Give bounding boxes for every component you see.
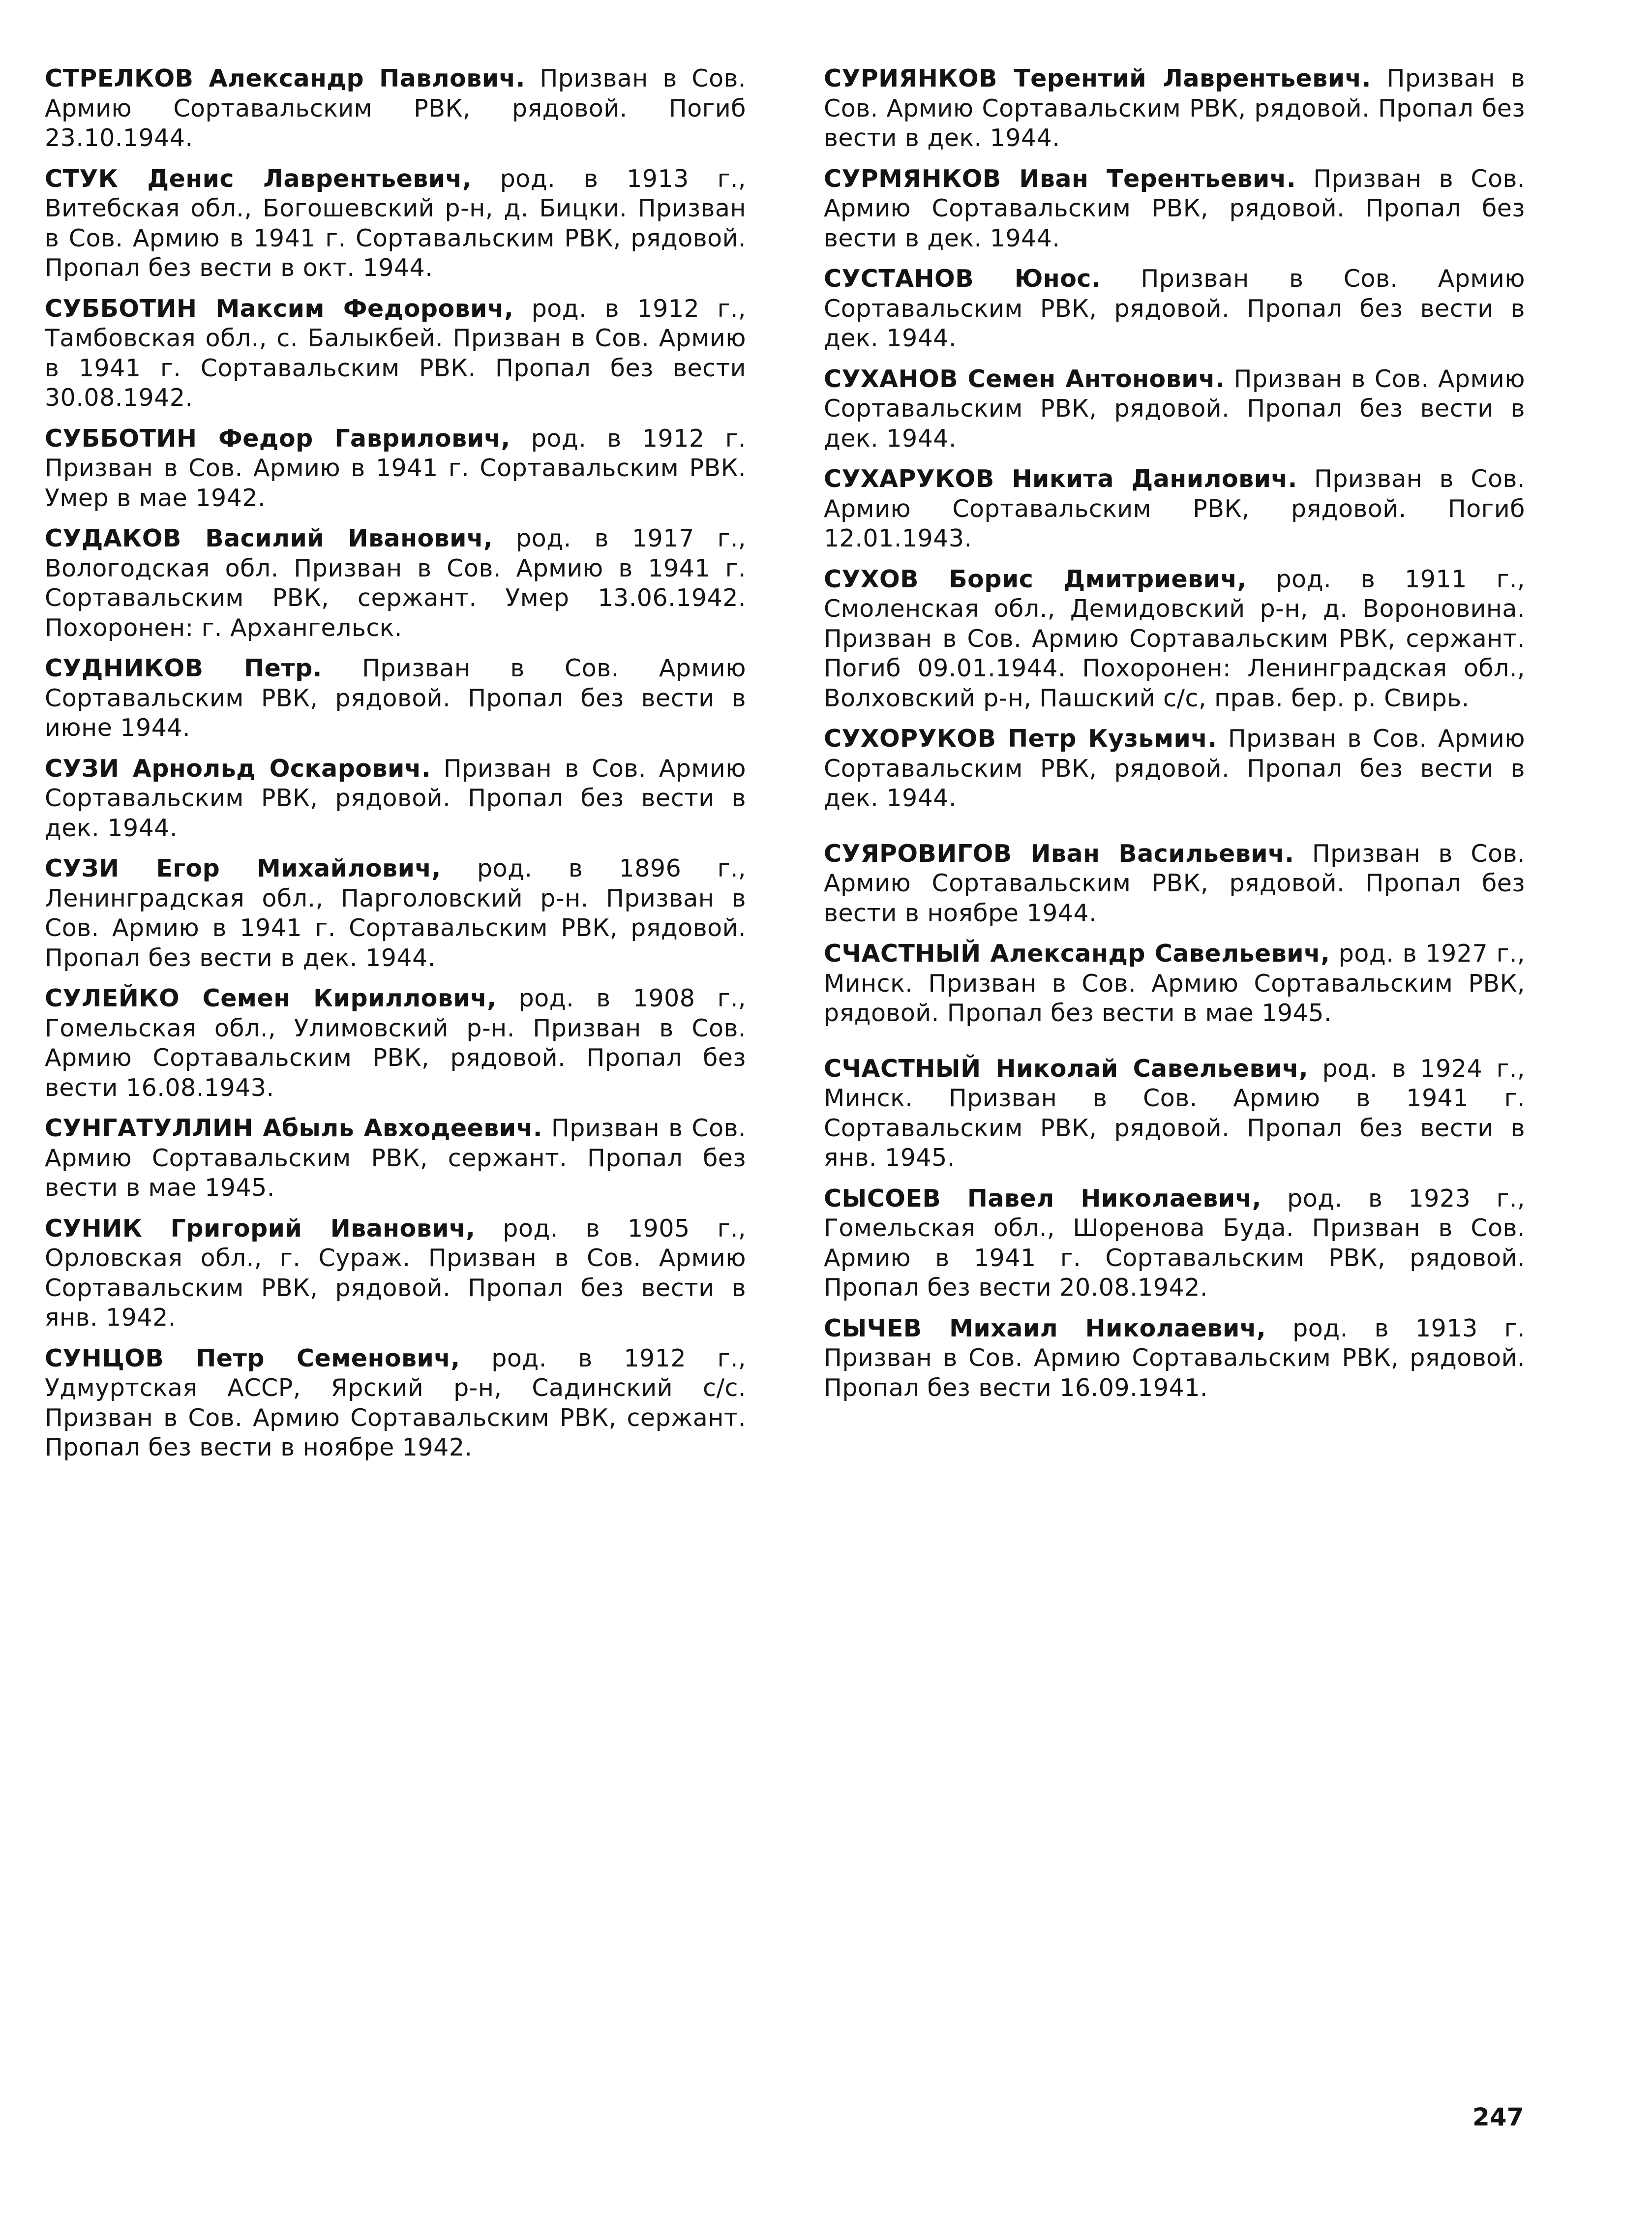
entry-name: СЫЧЕВ Михаил Николаевич, [824,1314,1266,1342]
entry-sungatullin [45,1114,746,1203]
entry-name: СУРИЯНКОВ Терентий Лаврентьевич. [824,64,1371,92]
entry-name: СЫСОЕВ Павел Николаевич, [824,1184,1262,1213]
entry-name: СУХОРУКОВ Петр Кузьмич. [824,725,1217,753]
entry-sysoev [824,1184,1525,1303]
entry-name: СУББОТИН Федор Гаврилович, [45,424,511,453]
entry-text: род. в 1913 г. Призван в Сов. Армию Сортавальским РВК, рядовой. Пропал без вести 16.09.1941. [824,1314,1525,1402]
entry-suzi-arnold [45,754,746,844]
entry-surmyankov [824,164,1525,254]
entry-name: СУХАНОВ Семен Антонович. [824,364,1225,393]
left-column [45,64,746,1474]
entry-subbotin-fedor [45,424,746,514]
entry-schastny-nikolai [824,1054,1525,1173]
entry-sychev [824,1314,1525,1403]
entry-text: род. в 1911 г., Смоленская обл., Демидовский р-н, д. Вороновина. Призван в Сов. Армию Сортавальским РВК, сержант. Погиб 09.01.1944. Похоронен: Ленинградская обл., Волховский р-н, Пашский с/с, прав. бер. р. Свирь. [824,565,1525,712]
entry-text: Призван в Сов. Армию Сортавальским РВК, сержант. Пропал без вести в мае 1945. [45,1114,747,1202]
entry-sustanov [824,264,1525,354]
entry-sunik [45,1214,746,1333]
entry-sukharukov [824,464,1525,554]
entry-sudnikov [45,654,746,743]
entry-name: СУХОВ Борис Дмитриевич, [824,565,1247,593]
entry-text: Призван в Сов. Армию Сортавальским РВК, рядовой. Пропал без вести в дек. 1944. [824,164,1526,252]
entry-name: СЧАСТНЫЙ Николай Савельевич, [824,1054,1309,1083]
entry-name: СУРМЯНКОВ Иван Терентьевич. [824,164,1296,193]
entry-schastny-aleksandr [824,939,1525,1029]
entry-suzi-egor [45,854,746,973]
entry-text: Призван в Сов. Армию Сортавальским РВК, рядовой. Пропал без вести в дек. 1944. [824,725,1525,812]
entry-name: СУББОТИН Максим Федорович, [45,294,514,323]
entry-text: род. в 1912 г., Тамбовская обл., с. Балыкбей. Призван в Сов. Армию в 1941 г. Сортавальским РВК. Пропал без вести 30.08.1942. [45,294,746,412]
entry-name: СУХАРУКОВ Никита Данилович. [824,465,1297,493]
entry-text: Призван в Сов. Армию Сортавальским РВК, рядовой. Пропал без вести в дек. 1944. [824,64,1525,152]
entry-sukhov [824,565,1525,714]
entry-name: СУНЦОВ Петр Семенович, [45,1344,460,1372]
entry-text: род. в 1913 г., Витебская обл., Богошевский р-н, д. Бицки. Призван в Сов. Армию в 1941 г. Сортавальским РВК, рядовой. Пропал без вести в окт. 1944. [45,164,746,282]
entry-suleiko [45,984,746,1103]
entry-text: Призван в Сов. Армию Сортавальским РВК, рядовой. Пропал без вести в дек. 1944. [45,754,746,842]
entry-text: Призван в Сов. Армию Сортавальским РВК, рядовой. Пропал без вести в дек. 1944. [824,265,1525,352]
entry-stuk [45,164,746,283]
entry-text: Призван в Сов. Армию Сортавальским РВК, рядовой. Пропал без вести в дек. 1944. [824,364,1525,453]
entry-sukhanov [824,364,1525,454]
entry-subbotin-maksim [45,294,746,413]
entry-name: СТРЕЛКОВ Александр Павлович. [45,64,525,92]
entry-name: СУНИК Григорий Иванович, [45,1214,476,1243]
entry-name: СУДНИКОВ Петр. [45,654,322,682]
entry-text: Призван в Сов. Армию Сортавальским РВК, рядовой. Погиб 12.01.1943. [824,465,1526,552]
entry-name: СУЗИ Егор Михайлович, [45,854,441,882]
entry-text: род. в 1912 г., Удмуртская АССР, Ярский р-н, Садинский с/с. Призван в Сов. Армию Сортавальским РВК, сержант. Пропал без вести в ноябре 1942. [45,1344,746,1461]
entry-name: СУЗИ Арнольд Оскарович. [45,754,431,783]
entry-text: род. в 1927 г., Минск. Призван в Сов. Армию Сортавальским РВК, рядовой. Пропал без вести в мае 1945. [824,940,1525,1027]
entry-name: СУЯРОВИГОВ Иван Васильевич. [824,839,1294,868]
right-column [824,64,1525,1414]
entry-name: СУНГАТУЛЛИН Абыль Авходеевич. [45,1114,542,1142]
entry-text: род. в 1905 г., Орловская обл., г. Сураж. Призван в Сов. Армию Сортавальским РВК, рядовой. Пропал без вести в янв. 1942. [45,1214,746,1332]
entry-text: род. в 1923 г., Гомельская обл., Шоренова Буда. Призван в Сов. Армию в 1941 г. Сортавальским РВК, рядовой. Пропал без вести 20.08.1942. [824,1184,1525,1302]
entry-text: Призван в Сов. Армию Сортавальским РВК, рядовой. Погиб 23.10.1944. [45,64,746,152]
entry-sudakov [45,524,746,643]
entry-text: Призван в Сов. Армию Сортавальским РВК, рядовой. Пропал без вести в июне 1944. [45,654,746,742]
entry-suriyankov [824,64,1525,153]
page-number: 247 [1472,2103,1524,2131]
entry-sukhorukov [824,724,1525,814]
entry-name: СТУК Денис Лаврентьевич, [45,164,472,193]
entry-suyarovigov [824,839,1525,929]
entry-name: СЧАСТНЫЙ Александр Савельевич, [824,940,1330,968]
entry-text: род. в 1912 г. Призван в Сов. Армию в 1941 г. Сортавальским РВК. Умер в мае 1942. [45,424,746,512]
entry-name: СУСТАНОВ Юнос. [824,265,1101,293]
entry-suntsov [45,1344,746,1463]
entry-text: род. в 1896 г., Ленинградская обл., Парголовский р-н. Призван в Сов. Армию в 1941 г. Сортавальским РВК, рядовой. Пропал без вести в дек. 1944. [45,854,746,972]
entry-text: род. в 1908 г., Гомельская обл., Улимовский р-н. Призван в Сов. Армию Сортавальским РВК, рядовой. Пропал без вести 16.08.1943. [45,984,746,1102]
entry-name: СУДАКОВ Василий Иванович, [45,524,493,552]
entry-text: род. в 1924 г., Минск. Призван в Сов. Армию в 1941 г. Сортавальским РВК, рядовой. Пропал без вести в янв. 1945. [824,1054,1525,1172]
entry-strelkov [45,64,746,153]
entry-text: род. в 1917 г., Вологодская обл. Призван в Сов. Армию в 1941 г. Сортавальским РВК, сержант. Умер 13.06.1942. Похоронен: г. Архангельск. [45,524,746,642]
entry-name: СУЛЕЙКО Семен Кириллович, [45,984,497,1012]
entry-text: Призван в Сов. Армию Сортавальским РВК, рядовой. Пропал без вести в ноябре 1944. [824,839,1526,927]
